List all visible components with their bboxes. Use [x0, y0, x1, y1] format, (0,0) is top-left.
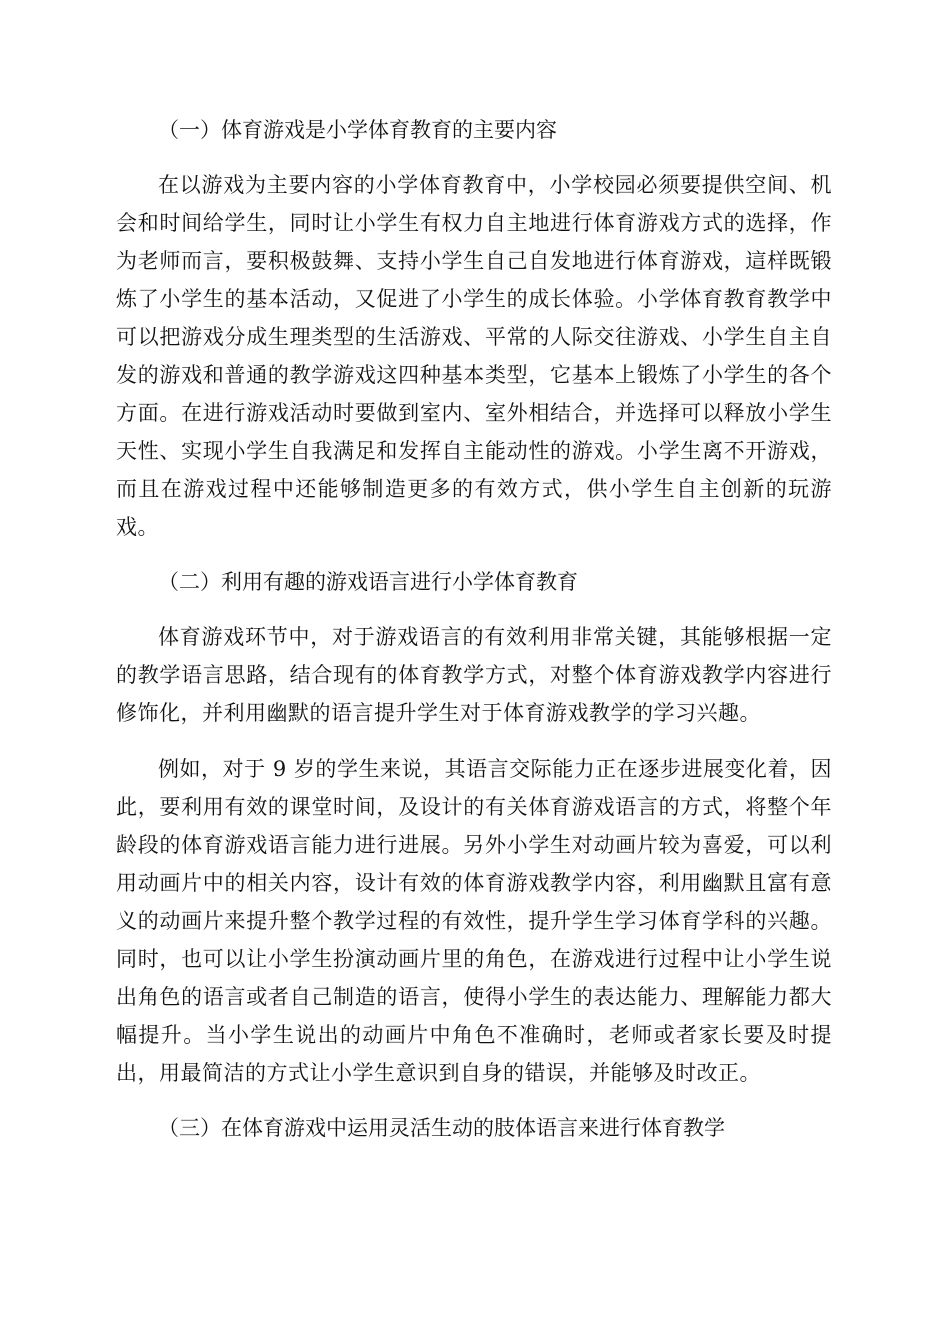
paragraph-3: 例如，对于 9 岁的学生来说，其语言交际能力正在逐步进展变化着，因此，要利用有效的课堂时间，及设计的有关体育游戏语言的方式，将整个年龄段的体育游戏语言能力进行进展。另外小学生对动画片较为喜爱，可以利用动画片中的相关内容，设计有效的体育游戏教学内容，利用幽默且富有意义的动画片来提升整个教学过程的有效性，提升学生学习体育学科的兴趣。同时，也可以让小学生扮演动画片里的角色，在游戏进行过程中让小学生说出角色的语言或者自己制造的语言，使得小学生的表达能力、理解能力都大幅提升。当小学生说出的动画片中角色不准确时，老师或者家长要及时提出，用最简洁的方式让小学生意识到自身的错误，并能够及时改正。	[116, 757, 832, 1085]
section-heading-3: （三）在体育游戏中运用灵活生动的肢体语言来进行体育教学	[158, 1116, 725, 1140]
paragraph-1: 在以游戏为主要内容的小学体育教育中，小学校园必须要提供空间、机会和时间给学生，同时让小学生有权力自主地进行体育游戏方式的选择，作为老师而言，要积极鼓舞、支持小学生自己自发地进行体育游戏，這样既锻炼了小学生的基本活动，又促进了小学生的成长体验。小学体育教育教学中可以把游戏分成生理类型的生活游戏、平常的人际交往游戏、小学生自主自发的游戏和普通的教学游戏这四种基本类型，它基本上锻炼了小学生的各个方面。在进行游戏活动时要做到室内、室外相结合，并选择可以释放小学生天性、实现小学生自我满足和发挥自主能动性的游戏。小学生离不开游戏，而且在游戏过程中还能够制造更多的有效方式，供小学生自主创新的玩游戏。	[116, 173, 832, 539]
document-page	[116, 112, 832, 1164]
section-heading-1: （一）体育游戏是小学体育教育的主要内容	[158, 118, 557, 142]
paragraph-2: 体育游戏环节中，对于游戏语言的有效利用非常关键，其能够根据一定的教学语言思路，结合现有的体育教学方式，对整个体育游戏教学内容进行修饰化，并利用幽默的语言提升学生对于体育游戏教学的学习兴趣。	[116, 625, 832, 725]
section-heading-2: （二）利用有趣的游戏语言进行小学体育教育	[158, 570, 578, 594]
